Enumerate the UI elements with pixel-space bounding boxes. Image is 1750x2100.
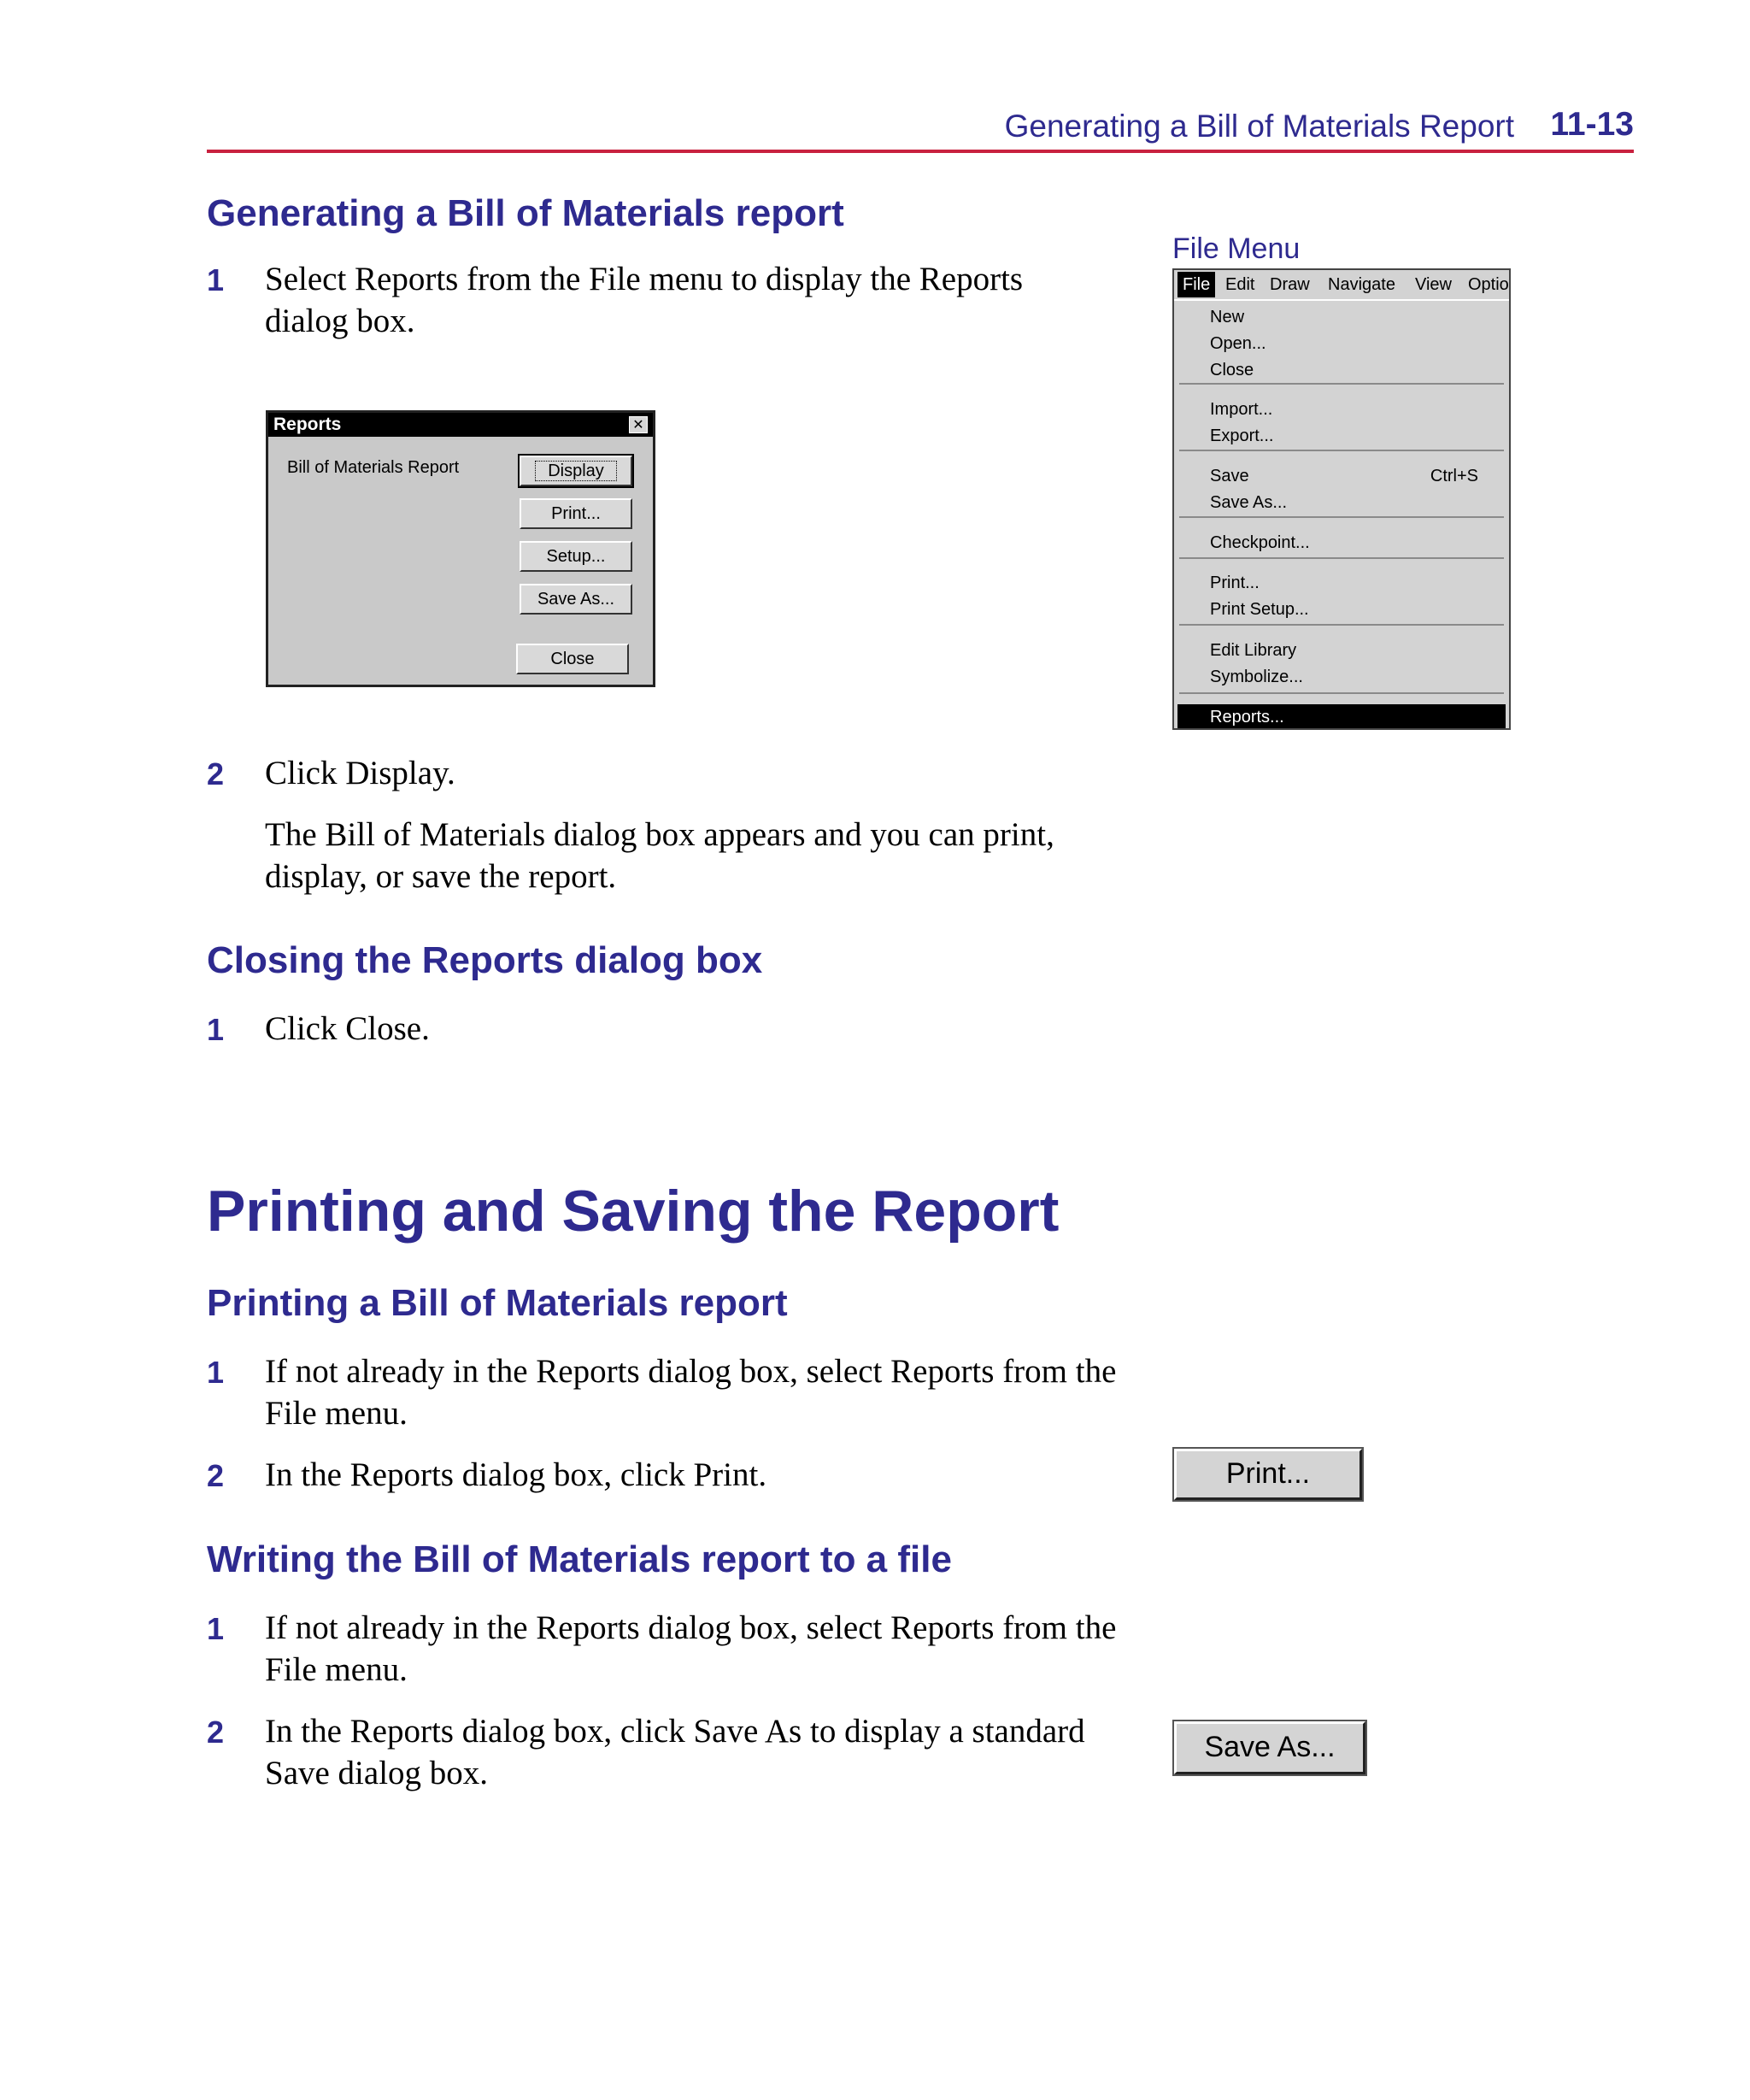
chapter-heading: Printing and Saving the Report [207,1179,1060,1244]
display-button[interactable] [520,456,632,486]
step-number: 2 [207,1458,225,1493]
running-header-title: Generating a Bill of Materials Report [1004,109,1514,144]
running-header [207,104,1634,152]
menu-bar [1174,270,1509,301]
dialog-report-label: Bill of Materials Report [287,458,460,477]
step-text: In the Reports dialog box, click Save As to display a standard Save dialog box. [265,1713,1085,1791]
menu-view[interactable]: View [1415,275,1452,294]
menu-item-edit-library[interactable]: Edit Library [1210,641,1297,660]
menu-item-open[interactable]: Open... [1210,334,1266,353]
file-menu-caption: File Menu [1172,232,1301,265]
step-text: If not already in the Reports dialog box, select Reports from the File menu. [265,1609,1117,1688]
heading-closing: Closing the Reports dialog box [207,939,763,981]
step-number: 1 [207,1012,225,1047]
menu-navigate[interactable]: Navigate [1328,275,1395,294]
step-number: 2 [207,1715,225,1750]
save-as-button-figure[interactable]: Save As... [1174,1721,1365,1774]
menu-item-reports[interactable]: Reports... [1210,708,1284,726]
step-number: 1 [207,262,225,297]
display-button-label: Display [535,461,617,481]
save-as-button[interactable]: Save As... [520,584,632,615]
menu-item-close[interactable]: Close [1210,361,1254,379]
heading-writing: Writing the Bill of Materials report to a file [207,1538,952,1580]
step-number: 1 [207,1355,225,1390]
menu-item-save-as[interactable]: Save As... [1210,493,1288,512]
menu-item-checkpoint[interactable]: Checkpoint... [1210,533,1310,552]
print-button[interactable]: Print... [520,498,632,529]
print-button-figure[interactable]: Print... [1174,1449,1362,1500]
heading-generating: Generating a Bill of Materials report [207,192,844,234]
step-text: Click Close. [265,1010,430,1047]
step-note: The Bill of Materials dialog box appears and you can print, display, or save the report. [265,816,1054,895]
page-number: 11-13 [1550,106,1634,143]
step-number: 1 [207,1611,225,1646]
menu-item-save[interactable]: Save [1210,467,1249,485]
menu-draw[interactable]: Draw [1270,275,1310,294]
setup-button[interactable]: Setup... [520,541,632,572]
menu-options[interactable]: Optio [1468,275,1509,294]
menu-item-new[interactable]: New [1210,308,1245,326]
menu-item-print[interactable]: Print... [1210,574,1260,592]
dialog-titlebar [268,413,653,437]
dialog-title: Reports [273,415,342,434]
menu-item-export[interactable]: Export... [1210,426,1274,445]
menu-item-symbolize[interactable]: Symbolize... [1210,668,1303,686]
menu-edit[interactable]: Edit [1225,275,1255,294]
step-text: If not already in the Reports dialog box, select Reports from the File menu. [265,1353,1117,1432]
step-text: Click Display. [265,755,455,791]
menu-item-print-setup[interactable]: Print Setup... [1210,600,1309,619]
menu-file[interactable]: File [1177,272,1215,297]
reports-dialog [266,410,655,687]
step-text: Select Reports from the File menu to display the Reports dialog box. [265,261,1024,339]
header-rule [207,150,1634,153]
step-text: In the Reports dialog box, click Print. [265,1456,767,1493]
file-menu [1172,268,1511,730]
save-shortcut: Ctrl+S [1430,467,1478,485]
step-number: 2 [207,756,225,791]
close-icon[interactable]: ✕ [629,416,648,433]
close-button[interactable]: Close [516,644,629,674]
heading-printing: Printing a Bill of Materials report [207,1282,788,1324]
menu-item-import[interactable]: Import... [1210,400,1273,419]
